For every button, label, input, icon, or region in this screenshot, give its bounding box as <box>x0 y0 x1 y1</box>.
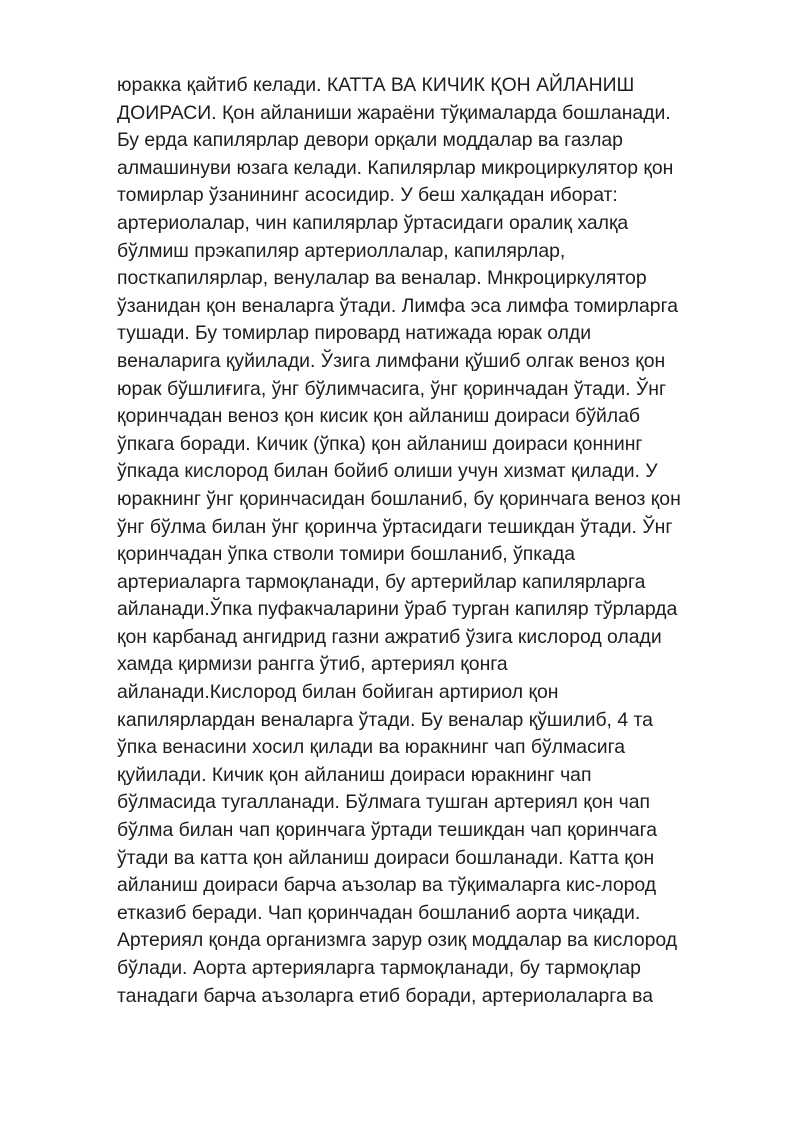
text-line: юракнинг ўнг қоринчасидан бошланиб, бу қоринчага веноз қон <box>117 487 681 510</box>
body-text <box>117 72 757 1010</box>
text-line: бўлмасида тугалланади. Бўлмага тушган артериял қон чап <box>117 791 650 814</box>
text-line: танадаги барча аъзоларга етиб боради, артериолаларга ва <box>117 984 653 1007</box>
text-line: айланиш доираси барча аъзолар ва тўқималарга кис-лород <box>117 874 657 897</box>
text-line: посткапилярлар, венулалар ва веналар. Мнкроциркулятор <box>117 267 647 290</box>
text-line: ўзанидан қон веналарга ўтади. Лимфа эса лимфа томирларга <box>117 294 679 317</box>
text-line: ўпкага боради. Кичик (ўпка) қон айланиш доираси қоннинг <box>117 432 643 455</box>
text-line: хамда қирмизи рангга ўтиб, артериял қонга <box>117 653 508 676</box>
text-line: қоринчадан ўпка стволи томири бошланиб, ўпкада <box>117 543 576 566</box>
text-line: Артериял қонда организмга зарур озиқ моддалар ва кислород <box>117 929 678 952</box>
text-line: веналарига қуйилади. Ўзига лимфани қўшиб олгак веноз қон <box>117 349 666 372</box>
text-line: ўтади ва катта қон айланиш доираси бошланади. Катта қон <box>117 846 655 869</box>
text-line: юрак бўшлиғига, ўнг бўлимчасига, ўнг қоринчадан ўтади. Ўнг <box>117 377 667 400</box>
text-line: ўнг бўлма билан ўнг қоринча ўртасидаги тешикдан ўтади. Ўнг <box>117 515 673 538</box>
text-line: етказиб беради. Чап қоринчадан бошланиб аорта чиқади. <box>117 901 641 924</box>
text-line: Бу ерда капилярлар девори орқали моддалар ва газлар <box>117 129 623 152</box>
text-line: артериолалар, чин капилярлар ўртасидаги оралиқ халқа <box>117 211 629 234</box>
text-line: ўпка венасини хосил қилади ва юракнинг чап бўлмасига <box>117 736 626 759</box>
text-line: алмашинуви юзага келади. Капилярлар микроциркулятор қон <box>117 156 674 179</box>
text-line: қон карбанад ангидрид газни ажратиб ўзига кислород олади <box>117 625 662 648</box>
text-line: бўлма билан чап қоринчага ўртади тешикдан чап қоринчага <box>117 819 658 842</box>
text-line: бўлади. Аорта артерияларга тармоқланади, бу тармоқлар <box>117 957 641 979</box>
text-line: юракка қайтиб келади. КАТТА ВА КИЧИК ҚОН АЙЛАНИШ <box>117 74 635 96</box>
text-line: қуйилади. Кичик қон айланиш доираси юракнинг чап <box>117 763 592 786</box>
text-line: ДОИРАСИ. Қон айланиши жараёни тўқималарда бошланади. <box>117 101 671 124</box>
text-line: тушади. Бу томирлар пировард натижада юрак олди <box>117 322 592 345</box>
text-line: ўпкада кислород билан бойиб олиши учун хизмат қилади. У <box>117 460 658 483</box>
text-line: капилярлардан веналарга ўтади. Бу веналар қўшилиб, 4 та <box>117 708 653 731</box>
text-line: бўлмиш прэкапиляр артериоллалар, капилярлар, <box>117 239 566 262</box>
text-line: артериаларга тармоқланади, бу артерийлар капилярларга <box>117 570 646 593</box>
text-line: айланади.Ўпка пуфакчаларини ўраб турган капиляр тўрларда <box>117 598 678 621</box>
text-line: айланади.Кислород билан бойиган артириол қон <box>117 681 559 704</box>
text-line: қоринчадан веноз қон кисик қон айланиш доираси бўйлаб <box>117 405 640 428</box>
text-line: томирлар ўзанининг асосидир. У беш халқадан иборат: <box>117 184 618 207</box>
